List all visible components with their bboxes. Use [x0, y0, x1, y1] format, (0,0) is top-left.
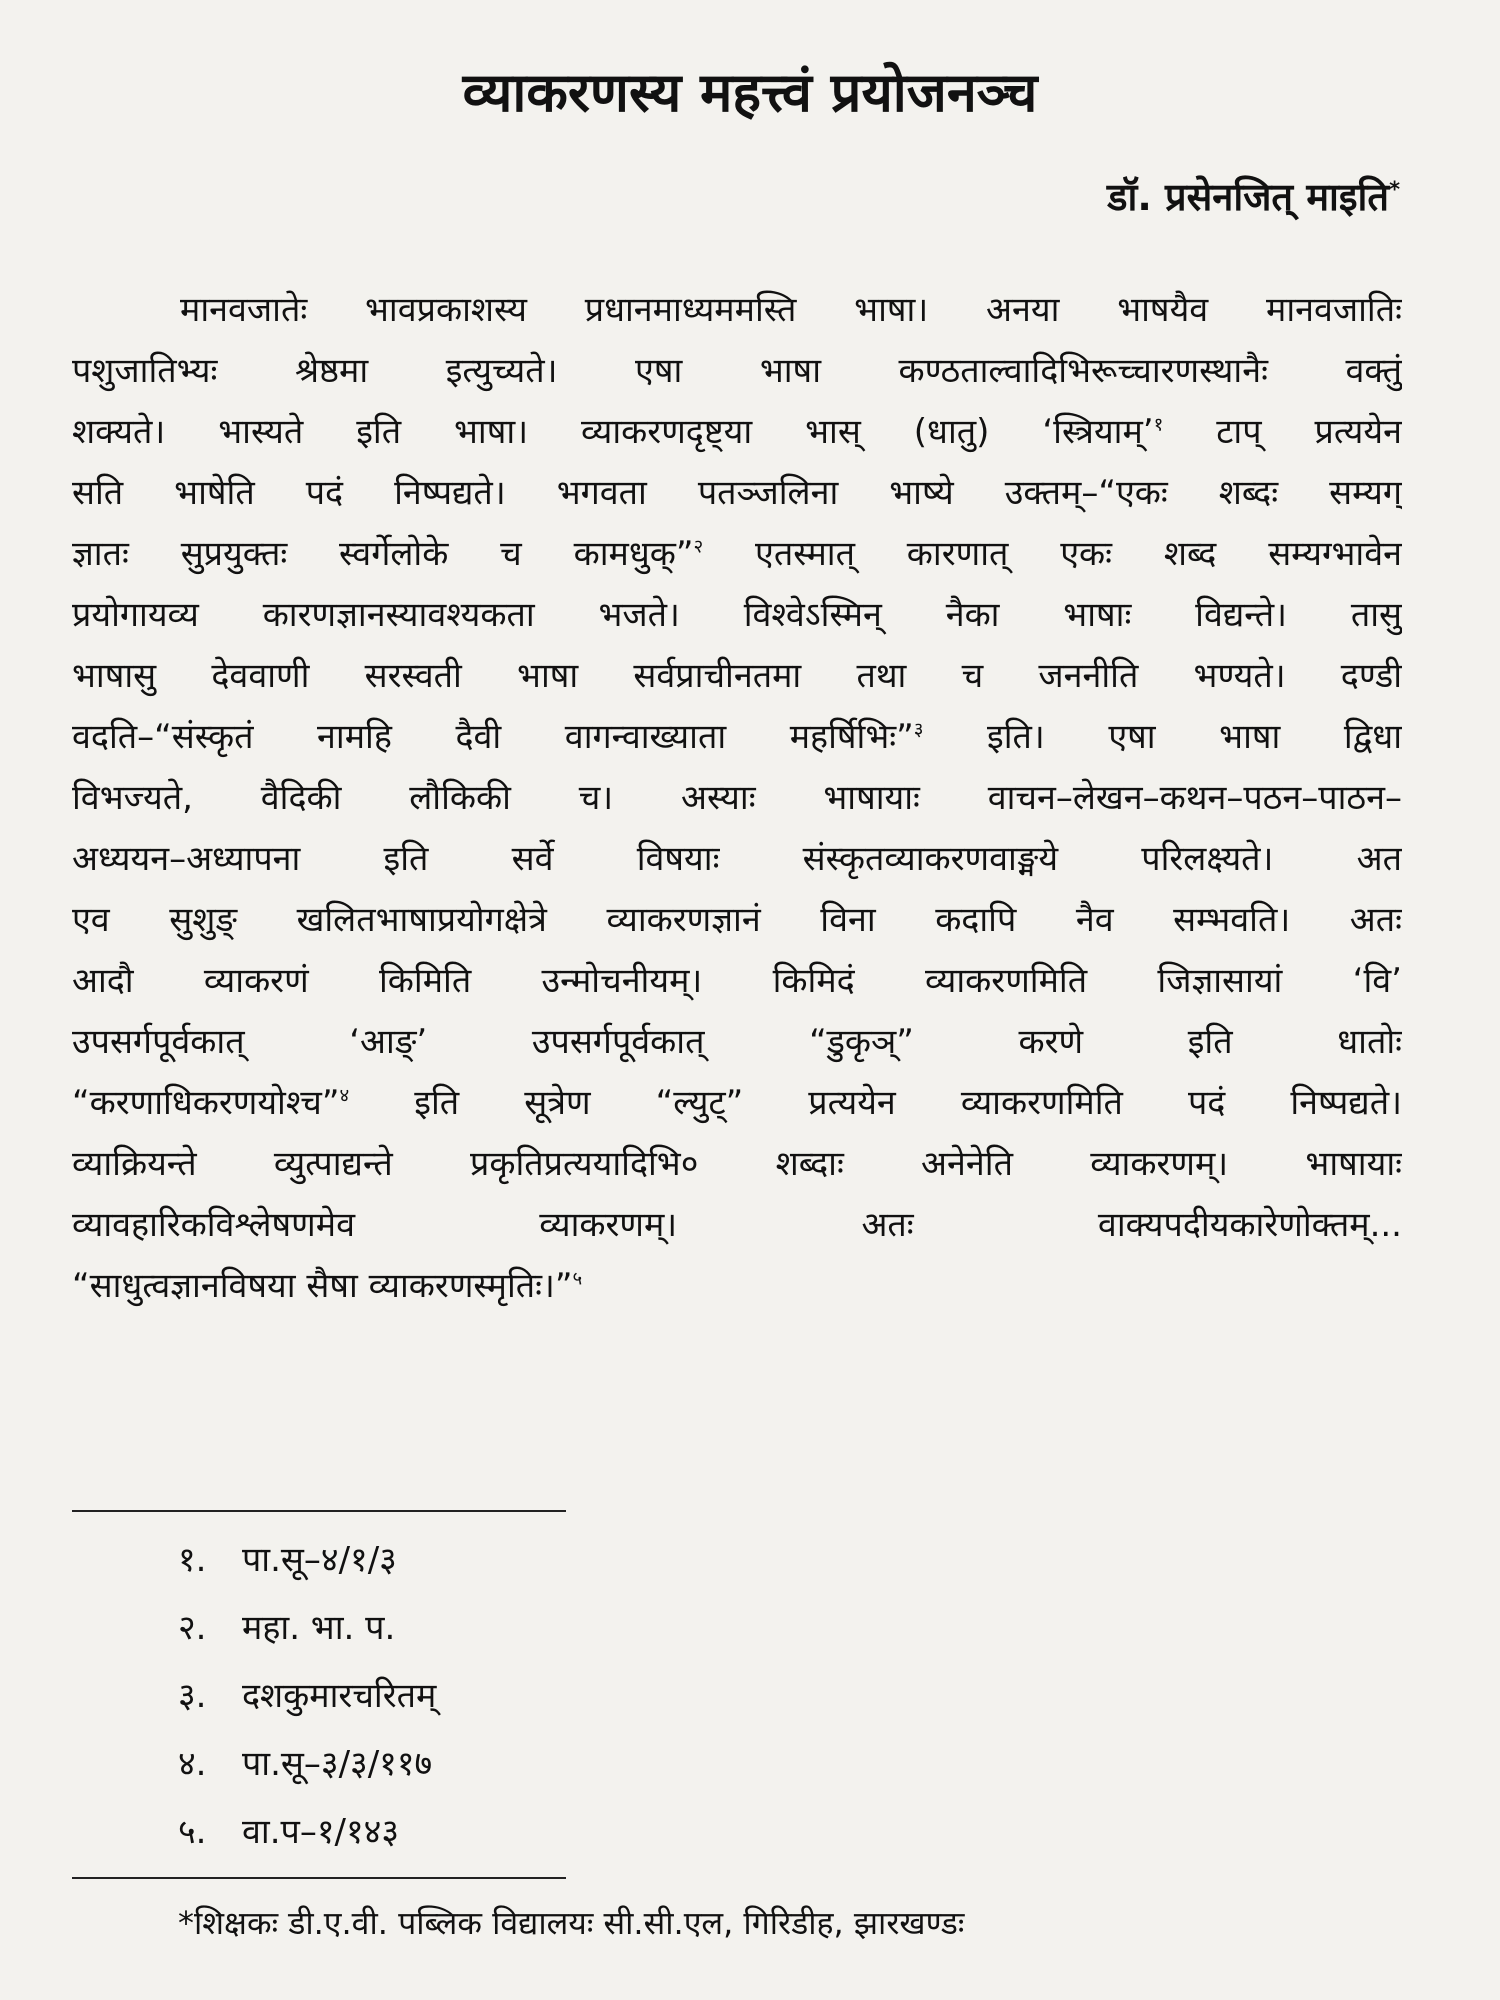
- body-line: एव सुशुङ् खलितभाषाप्रयोगक्षेत्रे व्याकरणज्ञानं विना कदापि नैव सम्भवति। अतः: [72, 900, 1402, 940]
- footnote-item: [178, 1594, 436, 1662]
- footnote-number: २.: [178, 1608, 207, 1648]
- footnote-ref: ५: [572, 1268, 583, 1290]
- body-line: आदौ व्याकरणं किमिति उन्मोचनीयम्। किमिदं व्याकरणमिति जिज्ञासायां ‘वि’: [72, 961, 1402, 1001]
- article-title: व्याकरणस्य महत्त्वं प्रयोजनञ्च: [462, 61, 1038, 124]
- body-line: पशुजातिभ्यः श्रेष्ठमा इत्युच्यते। एषा भाषा कण्ठताल्वादिभिरूच्चारणस्थानैः वक्तुं: [72, 351, 1402, 391]
- footnote-text: दशकुमारचरितम्: [242, 1676, 437, 1716]
- footnote-item: [178, 1730, 436, 1798]
- body-line: अध्ययन–अध्यापना इति सर्वे विषयाः संस्कृतव्याकरणवाङ्मये परिलक्ष्यते। अत: [72, 839, 1402, 879]
- article-body: [72, 280, 1402, 1317]
- body-line: व्यावहारिकविश्लेषणमेव व्याकरणम्। अतः वाक्यपदीयकारेणोक्तम्...: [72, 1205, 1402, 1245]
- footnote-item: [178, 1526, 436, 1594]
- footnote-text: पा.सू–३/३/११७: [242, 1744, 433, 1784]
- author-name: डॉ. प्रसेनजित् माइति: [1107, 175, 1390, 219]
- footnote-number: ४.: [178, 1744, 207, 1784]
- footnote-text: वा.प–१/१४३: [242, 1812, 400, 1852]
- body-line: “साधुत्वज्ञानविषया सैषा व्याकरणस्मृतिः।”$^५$: [72, 1266, 583, 1306]
- body-line: भाषासु देववाणी सरस्वती भाषा सर्वप्राचीनतमा तथा च जननीति भण्यते। दण्डी: [72, 656, 1402, 696]
- footnotes: [178, 1526, 436, 1866]
- affiliation-divider: [72, 1877, 566, 1879]
- body-line: व्याक्रियन्ते व्युत्पाद्यन्ते प्रकृतिप्रत्ययादिभि० शब्दाः अनेनेति व्याकरणम्। भाषायाः: [72, 1144, 1402, 1184]
- footnote-number: १.: [178, 1540, 207, 1580]
- footnote-item: [178, 1798, 436, 1866]
- body-line: “करणाधिकरणयोश्च”$^४$ इति सूत्रेण “ल्युट्” प्रत्ययेन व्याकरणमिति पदं निष्पद्यते।: [72, 1083, 1402, 1123]
- body-line: मानवजातेः भावप्रकाशस्य प्रधानमाध्यममस्ति भाषा। अनया भाषयैव मानवजातिः: [180, 290, 1402, 330]
- footnote-item: [178, 1662, 436, 1730]
- body-line: सति भाषेति पदं निष्पद्यते। भगवता पतञ्जलिना भाष्ये उक्तम्–“एकः शब्दः सम्यग्: [72, 473, 1402, 513]
- footnote-text: महा. भा. प.: [242, 1608, 396, 1648]
- footnote-ref: २: [693, 536, 704, 558]
- body-line: ज्ञातः सुप्रयुक्तः स्वर्गेलोके च कामधुक्”$^२$ एतस्मात् कारणात् एकः शब्द सम्यग्भावेन: [72, 534, 1402, 574]
- footnote-text: पा.सू–४/१/३: [242, 1540, 397, 1580]
- footnote-number: ५.: [178, 1812, 207, 1852]
- body-line: उपसर्गपूर्वकात् ‘आङ्’ उपसर्गपूर्वकात् “डुकृञ्” करणे इति धातोः: [72, 1022, 1402, 1062]
- author-line: [1107, 170, 1400, 224]
- author-affiliation: *शिक्षकः डी.ए.वी. पब्लिक विद्यालयः सी.सी.एल, गिरिडीह, झारखण्डः: [178, 1904, 965, 1942]
- body-line: शक्यते। भास्यते इति भाषा। व्याकरणदृष्ट्या भास् (धातु) ‘स्त्रियाम्’$^१$ टाप् प्रत्ययेन: [72, 412, 1402, 452]
- footnote-number: ३.: [178, 1676, 207, 1716]
- body-line: विभज्यते, वैदिकी लौकिकी च। अस्याः भाषायाः वाचन–लेखन–कथन–पठन–पाठन–: [72, 778, 1402, 818]
- footnote-ref: ३: [913, 719, 924, 741]
- body-line: वदति–“संस्कृतं नामहि दैवी वागन्वाख्याता महर्षिभिः”$^३$ इति। एषा भाषा द्विधा: [72, 717, 1402, 757]
- footnote-ref: १: [1153, 414, 1164, 436]
- footnote-ref: ४: [339, 1085, 350, 1107]
- author-footnote-mark: *: [1389, 177, 1400, 202]
- body-line: प्रयोगायव्य कारणज्ञानस्यावश्यकता भजते। विश्वेऽस्मिन् नैका भाषाः विद्यन्ते। तासु: [72, 595, 1402, 635]
- footnote-divider: [72, 1510, 566, 1512]
